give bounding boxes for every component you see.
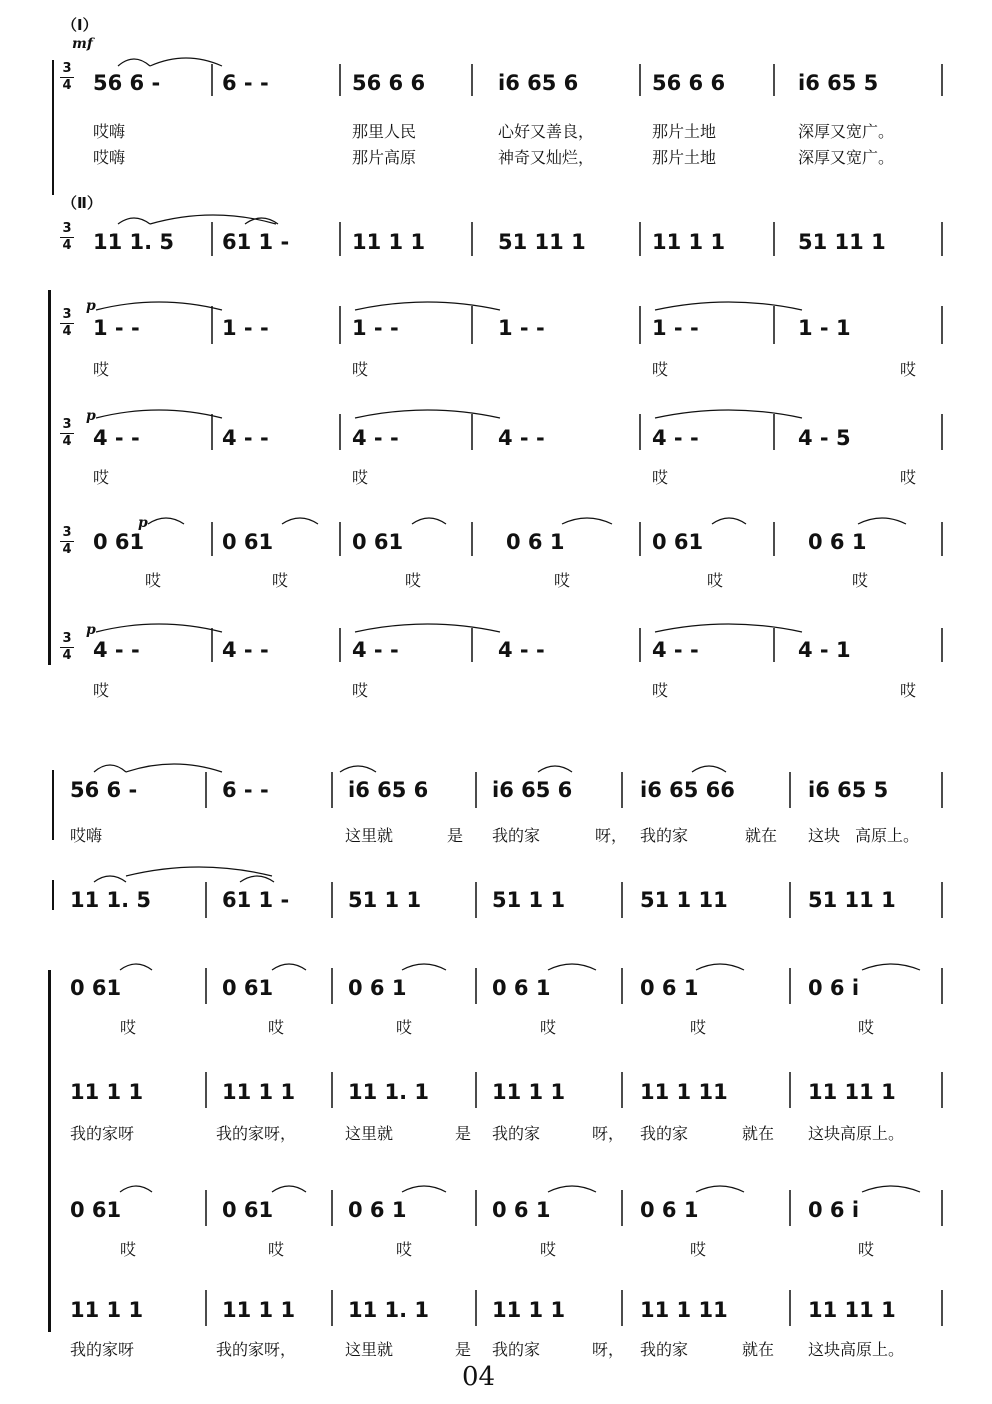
measure-notes: 4 - - [93, 426, 140, 450]
measure-notes: 6 - - [222, 71, 269, 95]
measure-notes: i6 65 6 [498, 71, 579, 95]
measure-notes: i6 65 66 [640, 778, 735, 802]
lyric: 哎 [272, 571, 289, 590]
measure-notes: 0 6 1 [492, 1198, 551, 1222]
measure-notes: 51 11 1 [808, 888, 896, 912]
measure-notes: 4 - 1 [798, 638, 851, 662]
slur [272, 964, 306, 970]
measure-notes: 0 6 i [808, 1198, 860, 1222]
lyric: 就在 [742, 1340, 775, 1359]
lyric: 哎嗨 [93, 148, 126, 167]
slur [150, 215, 276, 224]
lyric: 神奇又灿烂， [498, 148, 595, 167]
lyric: 哎 [900, 681, 917, 700]
measure-notes: 11 1. 1 [348, 1080, 430, 1104]
lyric: 哎 [858, 1018, 875, 1037]
slur [120, 964, 152, 970]
measure-notes: 11 1 1 [222, 1298, 296, 1322]
measure-notes: 1 - - [352, 316, 399, 340]
measure-notes: 1 - - [498, 316, 545, 340]
lyric: 我的家呀 [70, 1340, 135, 1359]
measure-notes: 4 - - [352, 426, 399, 450]
measure-notes: i6 65 5 [798, 71, 879, 95]
lyric: 哎 [690, 1240, 707, 1259]
slur [126, 867, 272, 876]
lyric: 哎嗨 [70, 826, 103, 845]
measure-notes: 61 1 - [222, 230, 290, 254]
measure-notes: 0 6 1 [492, 976, 551, 1000]
measure-notes: 11 1. 5 [93, 230, 175, 254]
measure-notes: 11 1 1 [222, 1080, 296, 1104]
lyric: 高原上。 [855, 826, 920, 845]
slur [126, 764, 222, 772]
lyric: 是 [447, 826, 464, 845]
time-signature: 3 4 [60, 308, 74, 339]
measure-notes: 0 61 [222, 976, 274, 1000]
measure-notes: 56 6 6 [352, 71, 426, 95]
time-signature: 3 4 [60, 526, 74, 557]
measure-notes: 11 1 1 [492, 1298, 566, 1322]
measure-notes: 11 1. 5 [70, 888, 152, 912]
measure-notes: 0 61 [70, 976, 122, 1000]
slur [655, 410, 802, 418]
lyric: 那里人民 [352, 122, 417, 141]
measure-notes: 1 - - [222, 316, 269, 340]
lyric: 哎 [268, 1240, 285, 1259]
lyric: 深厚又宽广。 [798, 148, 895, 167]
slur [282, 518, 318, 524]
measure-notes: 4 - - [222, 426, 269, 450]
slur [120, 1186, 152, 1192]
measure-notes: 0 6 1 [640, 976, 699, 1000]
lyric: 这块高原上。 [808, 1124, 905, 1143]
measure-notes: 4 - - [498, 426, 545, 450]
lyric: 哎 [540, 1018, 557, 1037]
measure-notes: 11 1 1 [652, 230, 726, 254]
lyric: 哎 [120, 1018, 137, 1037]
slur [562, 518, 612, 524]
lyric: 哎 [93, 681, 110, 700]
lyric: 哎 [93, 468, 110, 487]
lyric: 哎 [852, 571, 869, 590]
lyric: 这里就 [345, 826, 394, 845]
slur [548, 964, 596, 970]
slur [412, 518, 446, 524]
lyric: 我的家 [492, 1340, 541, 1359]
lyric: 就在 [742, 1124, 775, 1143]
measure-notes: 0 61 [222, 530, 274, 554]
measure-notes: 4 - - [93, 638, 140, 662]
lyric: 我的家呀， [216, 1124, 297, 1143]
dynamic-p: p [86, 622, 96, 638]
slur [692, 766, 726, 772]
measure-notes: 0 6 1 [640, 1198, 699, 1222]
measure-notes: 1 - - [652, 316, 699, 340]
measure-notes: 4 - - [652, 638, 699, 662]
measure-notes: 4 - 5 [798, 426, 851, 450]
lyric: 哎 [554, 571, 571, 590]
measure-notes: 4 - - [498, 638, 545, 662]
lyric: 这里就 [345, 1340, 394, 1359]
lyric: 哎 [707, 571, 724, 590]
measure-notes: 0 61 [652, 530, 704, 554]
measure-notes: 0 6 1 [506, 530, 565, 554]
time-signature: 3 4 [60, 632, 74, 663]
dynamic-p: p [138, 515, 148, 531]
time-signature: 3 4 [60, 62, 74, 93]
dynamic-p: p [86, 298, 96, 314]
lyric: 我的家 [640, 826, 689, 845]
part-label-1: （Ⅰ） [62, 16, 98, 34]
lyric: 呀， [592, 1124, 625, 1143]
measure-notes: 11 1 1 [70, 1298, 144, 1322]
measure-notes: 4 - - [222, 638, 269, 662]
slur [858, 518, 906, 524]
measure-notes: 1 - 1 [798, 316, 851, 340]
lyric: 哎 [900, 468, 917, 487]
lyric: 我的家 [492, 1124, 541, 1143]
measure-notes: 11 1 11 [640, 1298, 728, 1322]
slur [240, 876, 274, 882]
slur [355, 624, 500, 632]
lyric: 哎 [352, 681, 369, 700]
slur [548, 1186, 596, 1192]
lyric: 这块 [808, 826, 841, 845]
lyric: 呀， [595, 826, 628, 845]
slur [96, 302, 222, 310]
measure-notes: 11 1 1 [70, 1080, 144, 1104]
measure-notes: 11 11 1 [808, 1080, 896, 1104]
slur [340, 766, 376, 772]
measure-notes: 0 6 i [808, 976, 860, 1000]
slur [150, 58, 222, 66]
measure-notes: 51 11 1 [798, 230, 886, 254]
lyric: 哎 [652, 681, 669, 700]
dynamic-mf: mf [72, 36, 93, 52]
measure-notes: 0 6 1 [808, 530, 867, 554]
lyric: 那片土地 [652, 122, 717, 141]
lyric: 哎 [120, 1240, 137, 1259]
measure-notes: 61 1 - [222, 888, 290, 912]
lyric: 哎 [652, 468, 669, 487]
lyric: 哎 [352, 468, 369, 487]
lyric: 哎 [690, 1018, 707, 1037]
slur [402, 1186, 446, 1192]
measure-notes: 51 1 1 [348, 888, 422, 912]
measure-notes: 51 11 1 [498, 230, 586, 254]
measure-notes: 11 1 1 [352, 230, 426, 254]
slur [148, 518, 184, 524]
slur [696, 1186, 744, 1192]
slur [862, 1186, 920, 1192]
measure-notes: 11 1 11 [640, 1080, 728, 1104]
slur [655, 302, 802, 310]
slur [712, 518, 746, 524]
measure-notes: 51 1 11 [640, 888, 728, 912]
measure-notes: 4 - - [352, 638, 399, 662]
lyric: 深厚又宽广。 [798, 122, 895, 141]
dynamic-p: p [86, 408, 96, 424]
slur [402, 964, 446, 970]
lyric: 心好又善良， [498, 122, 595, 141]
measure-notes: 0 6 1 [348, 1198, 407, 1222]
measure-notes: 0 6 1 [348, 976, 407, 1000]
time-signature: 3 4 [60, 418, 74, 449]
measure-notes: 11 1 1 [492, 1080, 566, 1104]
slur [94, 876, 126, 882]
part-label-2: （Ⅱ） [62, 194, 102, 212]
lyric: 哎 [268, 1018, 285, 1037]
lyric: 呀， [592, 1340, 625, 1359]
measure-notes: 56 6 - [70, 778, 138, 802]
lyric: 哎 [900, 360, 917, 379]
lyric: 这里就 [345, 1124, 394, 1143]
lyric: 哎 [540, 1240, 557, 1259]
measure-notes: 0 61 [352, 530, 404, 554]
slur [862, 964, 920, 970]
measure-notes: 11 1. 1 [348, 1298, 430, 1322]
lyric: 哎 [858, 1240, 875, 1259]
slur [355, 302, 500, 310]
slur [696, 964, 744, 970]
measure-notes: 1 - - [93, 316, 140, 340]
lyric: 哎 [396, 1018, 413, 1037]
measure-notes: 56 6 6 [652, 71, 726, 95]
lyric: 哎 [652, 360, 669, 379]
measure-notes: i6 65 5 [808, 778, 889, 802]
lyric: 哎 [405, 571, 422, 590]
lyric: 我的家呀， [216, 1340, 297, 1359]
slur [355, 410, 500, 418]
slur [118, 59, 150, 66]
measure-notes: 0 61 [70, 1198, 122, 1222]
lyric: 哎 [396, 1240, 413, 1259]
lyric: 哎嗨 [93, 122, 126, 141]
measure-notes: 11 11 1 [808, 1298, 896, 1322]
slur [538, 766, 572, 772]
measure-notes: 6 - - [222, 778, 269, 802]
slur [96, 624, 222, 632]
measure-notes: i6 65 6 [348, 778, 429, 802]
slur [655, 624, 802, 632]
lyric: 那片高原 [352, 148, 417, 167]
time-signature: 3 4 [60, 222, 74, 253]
lyric: 哎 [145, 571, 162, 590]
lyric: 我的家 [640, 1340, 689, 1359]
measure-notes: i6 65 6 [492, 778, 573, 802]
measure-notes: 0 61 [93, 530, 145, 554]
measure-notes: 56 6 - [93, 71, 161, 95]
lyric: 我的家 [492, 826, 541, 845]
lyric: 哎 [93, 360, 110, 379]
lyric: 是 [455, 1340, 472, 1359]
lyric: 我的家 [640, 1124, 689, 1143]
lyric: 就在 [745, 826, 778, 845]
measure-notes: 51 1 1 [492, 888, 566, 912]
lyric: 这块高原上。 [808, 1340, 905, 1359]
slur [118, 218, 150, 224]
slur [272, 1186, 306, 1192]
lyric: 我的家呀 [70, 1124, 135, 1143]
page-number: 04 [462, 1362, 496, 1392]
slur [94, 765, 126, 772]
measure-notes: 4 - - [652, 426, 699, 450]
lyric: 哎 [352, 360, 369, 379]
measure-notes: 0 61 [222, 1198, 274, 1222]
lyric: 是 [455, 1124, 472, 1143]
lyric: 那片土地 [652, 148, 717, 167]
slur [96, 410, 222, 418]
